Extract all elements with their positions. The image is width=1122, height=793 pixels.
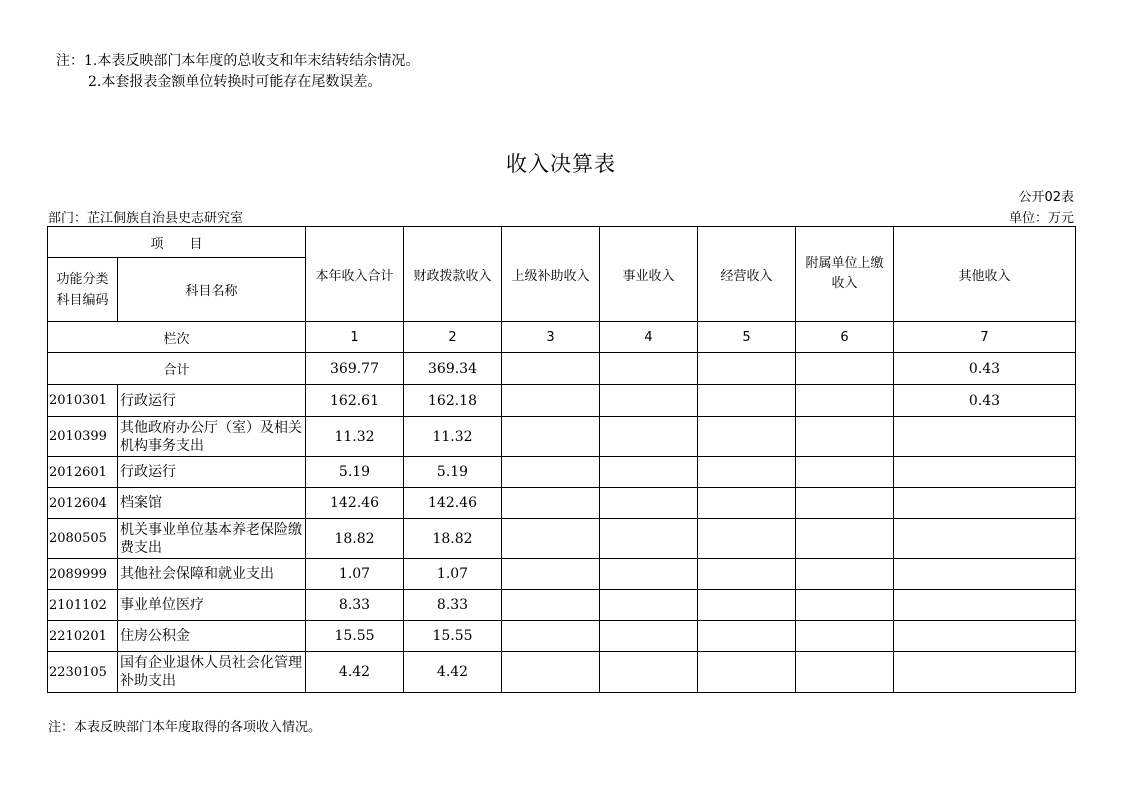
row-value-6 [796, 652, 894, 693]
income-table [47, 226, 1076, 693]
subject-name: 行政运行 [118, 457, 306, 488]
index-6: 6 [796, 322, 894, 353]
subject-name: 事业单位医疗 [118, 590, 306, 621]
table-row [48, 417, 1076, 457]
row-value-3 [502, 519, 600, 559]
row-value-3 [502, 457, 600, 488]
subject-code: 2012601 [48, 457, 118, 488]
total-value-1: 369.77 [306, 353, 404, 385]
row-value-2: 18.82 [404, 519, 502, 559]
note-line-1: 注：1.本表反映部门本年度的总收支和年末结转结余情况。 [56, 53, 420, 69]
row-value-5 [698, 652, 796, 693]
header-col-7: 其他收入 [894, 227, 1076, 322]
row-value-7 [894, 559, 1076, 590]
total-value-5 [698, 353, 796, 385]
row-value-2: 162.18 [404, 385, 502, 417]
row-value-3 [502, 621, 600, 652]
table-row [48, 519, 1076, 559]
table-footnote: 注：本表反映部门本年度取得的各项收入情况。 [48, 720, 322, 735]
index-2: 2 [404, 322, 502, 353]
row-value-5 [698, 621, 796, 652]
table-row [48, 488, 1076, 519]
row-value-6 [796, 417, 894, 457]
row-value-6 [796, 590, 894, 621]
row-value-1: 142.46 [306, 488, 404, 519]
row-value-7 [894, 519, 1076, 559]
table-row [48, 457, 1076, 488]
row-value-6 [796, 385, 894, 417]
row-value-3 [502, 652, 600, 693]
header-func-code: 功能分类科目编码 [48, 258, 118, 322]
row-value-5 [698, 559, 796, 590]
table-row [48, 652, 1076, 693]
row-value-6 [796, 519, 894, 559]
row-value-4 [600, 559, 698, 590]
row-value-1: 5.19 [306, 457, 404, 488]
row-value-6 [796, 488, 894, 519]
subject-code: 2210201 [48, 621, 118, 652]
row-value-6 [796, 559, 894, 590]
subject-code: 2230105 [48, 652, 118, 693]
form-code: 公开02表 [1018, 190, 1074, 205]
row-value-1: 8.33 [306, 590, 404, 621]
index-1: 1 [306, 322, 404, 353]
header-col-4: 事业收入 [600, 227, 698, 322]
row-value-5 [698, 519, 796, 559]
row-value-4 [600, 417, 698, 457]
row-value-5 [698, 417, 796, 457]
row-value-4 [600, 590, 698, 621]
header-item: 项 目 [48, 227, 306, 258]
row-value-3 [502, 417, 600, 457]
subject-code: 2012604 [48, 488, 118, 519]
row-value-4 [600, 385, 698, 417]
total-label: 合计 [48, 353, 306, 385]
total-value-7: 0.43 [894, 353, 1076, 385]
department-label: 部门：芷江侗族自治县史志研究室 [48, 211, 244, 226]
row-value-5 [698, 488, 796, 519]
page-title: 收入决算表 [506, 152, 616, 176]
header-col-2: 财政拨款收入 [404, 227, 502, 322]
row-value-7: 0.43 [894, 385, 1076, 417]
row-value-3 [502, 488, 600, 519]
subject-code: 2010301 [48, 385, 118, 417]
row-value-1: 1.07 [306, 559, 404, 590]
row-value-3 [502, 385, 600, 417]
row-value-1: 162.61 [306, 385, 404, 417]
row-value-7 [894, 417, 1076, 457]
index-label: 栏次 [48, 322, 306, 353]
index-5: 5 [698, 322, 796, 353]
row-value-2: 15.55 [404, 621, 502, 652]
row-value-3 [502, 590, 600, 621]
row-value-1: 15.55 [306, 621, 404, 652]
table-row [48, 559, 1076, 590]
row-value-2: 8.33 [404, 590, 502, 621]
header-row-1 [48, 227, 1076, 258]
row-value-2: 4.42 [404, 652, 502, 693]
row-value-6 [796, 457, 894, 488]
row-value-4 [600, 652, 698, 693]
subject-code: 2080505 [48, 519, 118, 559]
total-value-6 [796, 353, 894, 385]
total-row [48, 353, 1076, 385]
total-value-2: 369.34 [404, 353, 502, 385]
table-row [48, 385, 1076, 417]
row-value-7 [894, 652, 1076, 693]
subject-name: 机关事业单位基本养老保险缴费支出 [118, 519, 306, 559]
row-value-5 [698, 590, 796, 621]
row-value-2: 142.46 [404, 488, 502, 519]
subject-name: 国有企业退休人员社会化管理补助支出 [118, 652, 306, 693]
row-value-1: 18.82 [306, 519, 404, 559]
row-value-7 [894, 590, 1076, 621]
row-value-5 [698, 457, 796, 488]
row-value-4 [600, 621, 698, 652]
row-value-3 [502, 559, 600, 590]
header-col-6: 附属单位上缴收入 [796, 227, 894, 322]
row-value-4 [600, 519, 698, 559]
index-row [48, 322, 1076, 353]
subject-code: 2010399 [48, 417, 118, 457]
subject-code: 2089999 [48, 559, 118, 590]
index-4: 4 [600, 322, 698, 353]
note-line-2: 2.本套报表金额单位转换时可能存在尾数误差。 [88, 74, 382, 90]
row-value-5 [698, 385, 796, 417]
subject-name: 住房公积金 [118, 621, 306, 652]
total-value-3 [502, 353, 600, 385]
row-value-2: 11.32 [404, 417, 502, 457]
header-col-5: 经营收入 [698, 227, 796, 322]
index-3: 3 [502, 322, 600, 353]
table-row [48, 590, 1076, 621]
row-value-1: 11.32 [306, 417, 404, 457]
row-value-7 [894, 457, 1076, 488]
row-value-4 [600, 488, 698, 519]
index-7: 7 [894, 322, 1076, 353]
subject-name: 其他社会保障和就业支出 [118, 559, 306, 590]
header-col-1: 本年收入合计 [306, 227, 404, 322]
row-value-7 [894, 621, 1076, 652]
unit-label: 单位：万元 [1008, 211, 1074, 226]
row-value-2: 5.19 [404, 457, 502, 488]
row-value-6 [796, 621, 894, 652]
total-value-4 [600, 353, 698, 385]
subject-name: 其他政府办公厅（室）及相关机构事务支出 [118, 417, 306, 457]
row-value-7 [894, 488, 1076, 519]
header-col-3: 上级补助收入 [502, 227, 600, 322]
table-row [48, 621, 1076, 652]
subject-name: 档案馆 [118, 488, 306, 519]
subject-code: 2101102 [48, 590, 118, 621]
row-value-2: 1.07 [404, 559, 502, 590]
header-subject-name: 科目名称 [118, 258, 306, 322]
row-value-1: 4.42 [306, 652, 404, 693]
row-value-4 [600, 457, 698, 488]
subject-name: 行政运行 [118, 385, 306, 417]
